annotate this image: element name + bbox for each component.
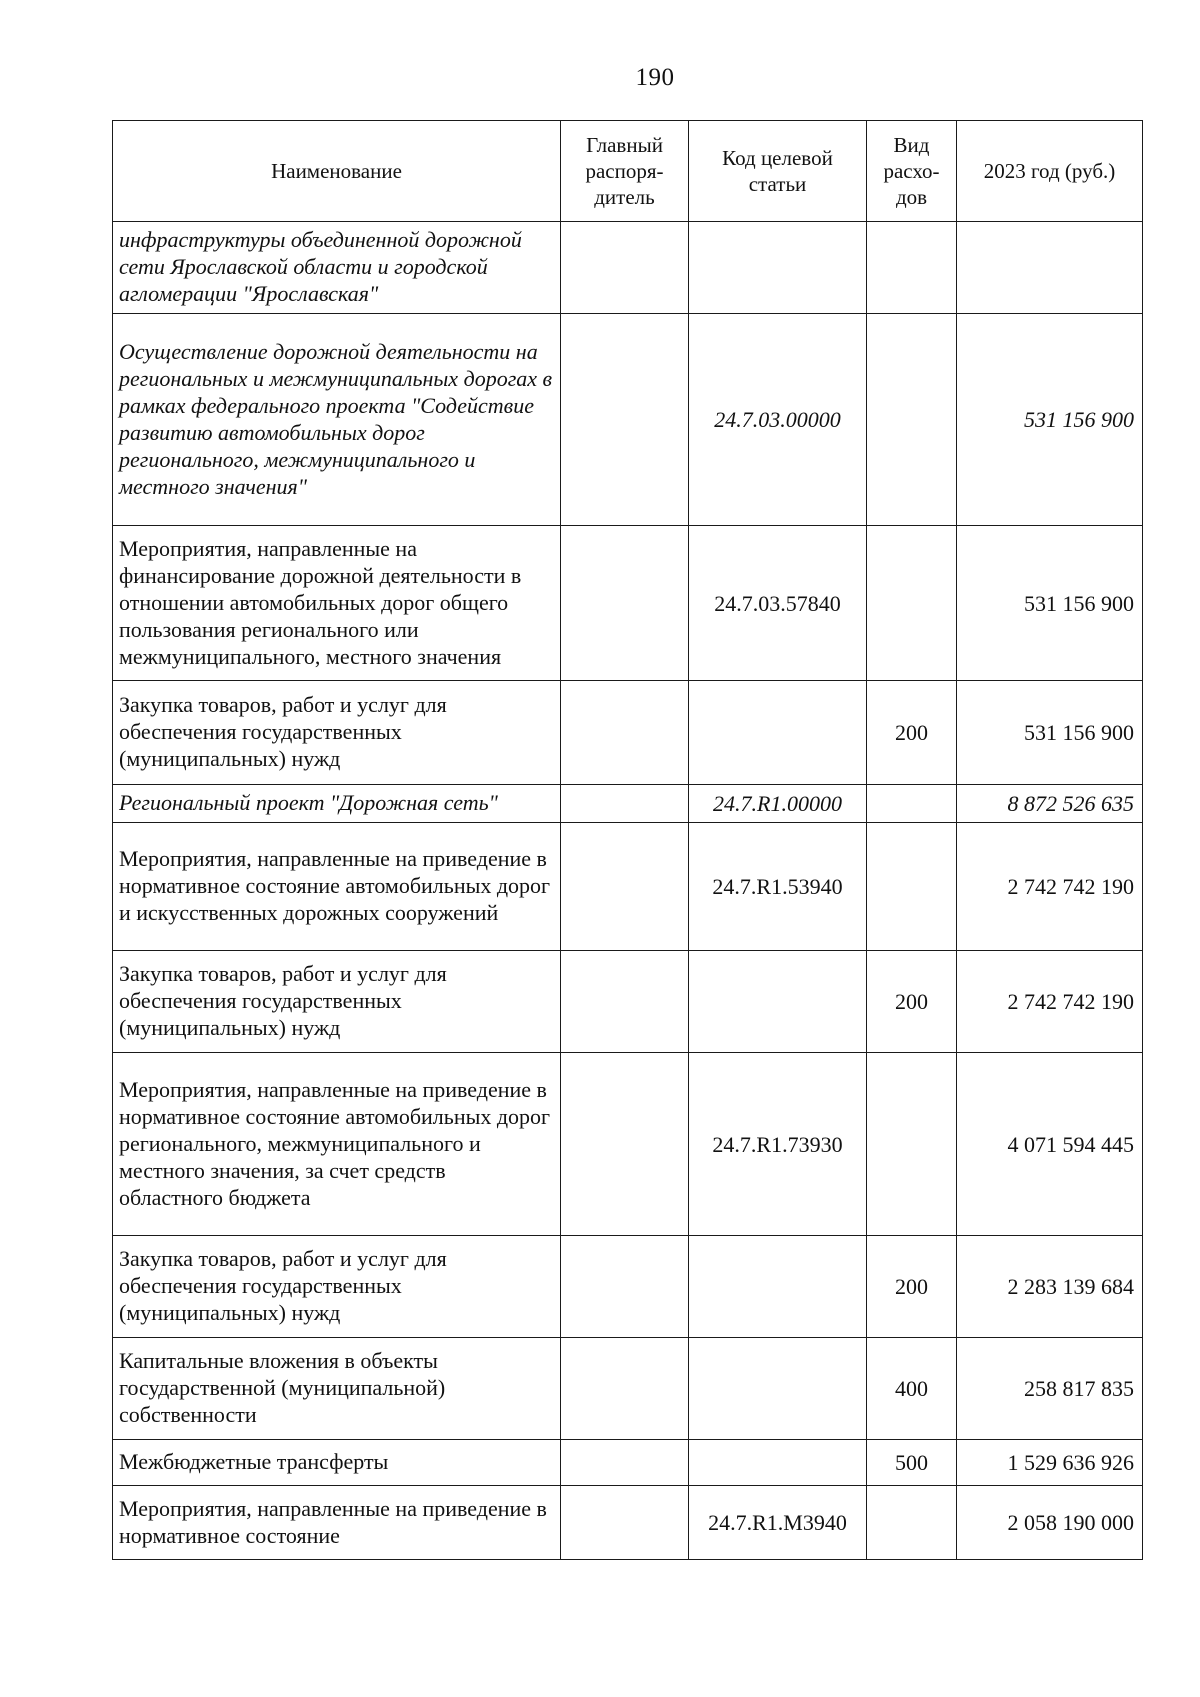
row-code: 24.7.R1.73930: [689, 1053, 867, 1236]
row-admin: [561, 526, 689, 681]
row-code: [689, 1236, 867, 1338]
header-code: Код целевой статьи: [689, 121, 867, 222]
row-type: 200: [867, 951, 957, 1053]
row-admin: [561, 1053, 689, 1236]
table-row: [113, 526, 1143, 681]
row-amount: 4 071 594 445: [957, 1053, 1143, 1236]
row-code: [689, 1440, 867, 1486]
row-amount: 1 529 636 926: [957, 1440, 1143, 1486]
row-code: [689, 1338, 867, 1440]
row-name: Межбюджетные трансферты: [113, 1440, 561, 1486]
row-code: [689, 222, 867, 314]
row-admin: [561, 785, 689, 823]
row-amount: 531 156 900: [957, 526, 1143, 681]
row-code: 24.7.R1.53940: [689, 823, 867, 951]
row-admin: [561, 823, 689, 951]
row-name: Закупка товаров, работ и услуг для обеспечения государственных (муниципальных) нужд: [113, 951, 561, 1053]
row-code: 24.7.03.57840: [689, 526, 867, 681]
row-admin: [561, 222, 689, 314]
table-row: [113, 222, 1143, 314]
row-amount: 531 156 900: [957, 314, 1143, 526]
row-amount: [957, 222, 1143, 314]
row-name: Осуществление дорожной деятельности на региональных и межмуниципальных дорогах в рамках федерального проекта "Содействие развитию автомобильных дорог регионального, межмуниципального и местного значения": [113, 314, 561, 526]
row-name: Закупка товаров, работ и услуг для обеспечения государственных (муниципальных) нужд: [113, 681, 561, 785]
row-amount: 2 742 742 190: [957, 823, 1143, 951]
row-code: [689, 681, 867, 785]
row-type: [867, 1053, 957, 1236]
row-admin: [561, 681, 689, 785]
row-admin: [561, 314, 689, 526]
row-name: Капитальные вложения в объекты государственной (муниципальной) собственности: [113, 1338, 561, 1440]
row-type: 200: [867, 681, 957, 785]
header-admin: Главный распоря-дитель: [561, 121, 689, 222]
row-name: Мероприятия, направленные на финансирование дорожной деятельности в отношении автомобильных дорог общего пользования регионального или межмуниципального, местного значения: [113, 526, 561, 681]
row-admin: [561, 1236, 689, 1338]
row-code: 24.7.R1.M3940: [689, 1486, 867, 1560]
table-row: [113, 1053, 1143, 1236]
header-amount: 2023 год (руб.): [957, 121, 1143, 222]
table-row: [113, 823, 1143, 951]
row-amount: 258 817 835: [957, 1338, 1143, 1440]
row-type: [867, 785, 957, 823]
row-admin: [561, 1338, 689, 1440]
row-type: [867, 526, 957, 681]
table-row: [113, 1236, 1143, 1338]
row-amount: 2 058 190 000: [957, 1486, 1143, 1560]
row-code: [689, 951, 867, 1053]
row-name: Закупка товаров, работ и услуг для обеспечения государственных (муниципальных) нужд: [113, 1236, 561, 1338]
row-amount: 8 872 526 635: [957, 785, 1143, 823]
header-name: Наименование: [113, 121, 561, 222]
row-name: Мероприятия, направленные на приведение в нормативное состояние: [113, 1486, 561, 1560]
table-row: [113, 785, 1143, 823]
header-type: Вид расхо-дов: [867, 121, 957, 222]
table-row: [113, 1440, 1143, 1486]
row-type: 500: [867, 1440, 957, 1486]
table-row: [113, 1338, 1143, 1440]
row-amount: 2 742 742 190: [957, 951, 1143, 1053]
row-admin: [561, 1486, 689, 1560]
row-name: инфраструктуры объединенной дорожной сети Ярославской области и городской агломерации "Ярославская": [113, 222, 561, 314]
row-name: Мероприятия, направленные на приведение в нормативное состояние автомобильных дорог регионального, межмуниципального и местного значения, за счет средств областного бюджета: [113, 1053, 561, 1236]
table-row: [113, 314, 1143, 526]
table-body: [113, 222, 1143, 1560]
table-row: [113, 1486, 1143, 1560]
page-number: 190: [635, 64, 675, 91]
table-row: [113, 951, 1143, 1053]
row-name: Региональный проект "Дорожная сеть": [113, 785, 561, 823]
row-type: [867, 314, 957, 526]
row-type: 400: [867, 1338, 957, 1440]
row-name: Мероприятия, направленные на приведение в нормативное состояние автомобильных дорог и искусственных дорожных сооружений: [113, 823, 561, 951]
row-type: [867, 222, 957, 314]
row-amount: 2 283 139 684: [957, 1236, 1143, 1338]
row-code: 24.7.R1.00000: [689, 785, 867, 823]
row-type: [867, 1486, 957, 1560]
row-code: 24.7.03.00000: [689, 314, 867, 526]
budget-table: [112, 120, 1143, 1560]
row-admin: [561, 951, 689, 1053]
row-type: [867, 823, 957, 951]
row-type: 200: [867, 1236, 957, 1338]
table-row: [113, 681, 1143, 785]
row-amount: 531 156 900: [957, 681, 1143, 785]
row-admin: [561, 1440, 689, 1486]
table-header-row: [113, 121, 1143, 222]
